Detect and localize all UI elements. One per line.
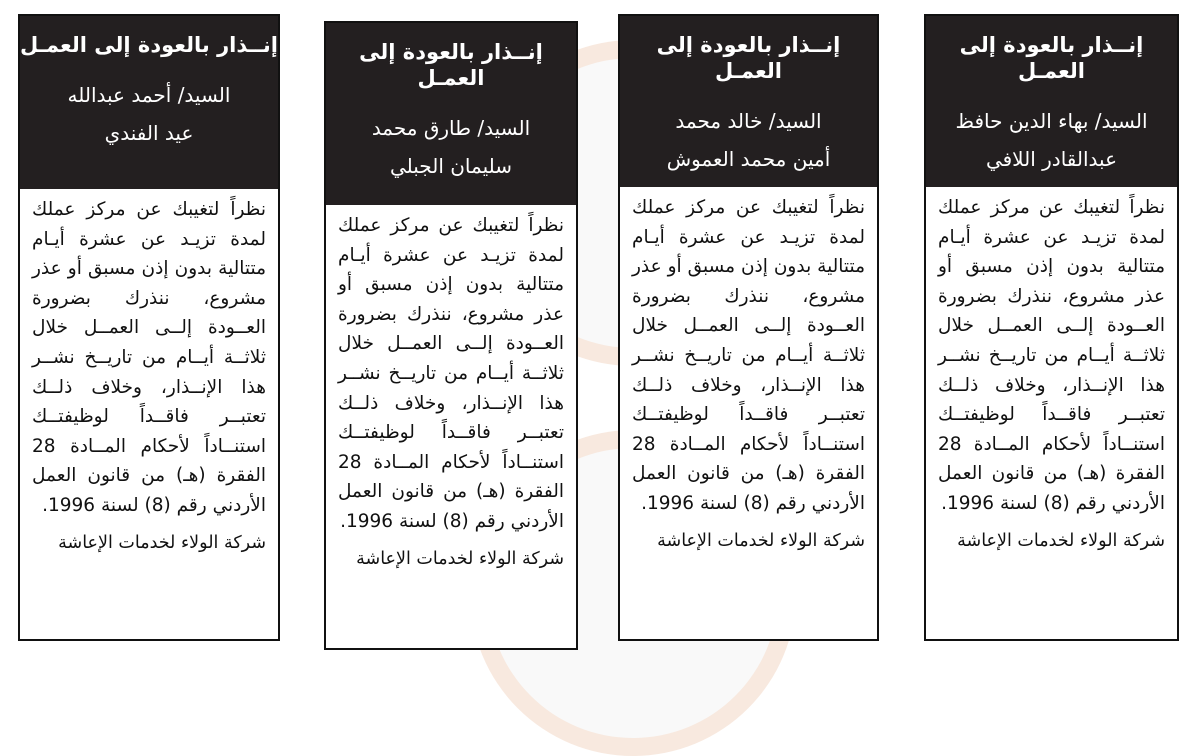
employee-name-line2: سليمان الجبلي <box>389 154 512 178</box>
employee-name-line1: السيد/ طارق محمد <box>371 116 531 140</box>
employee-name-line1: السيد/ بهاء الدين حافظ <box>955 109 1148 133</box>
notice-card <box>324 21 578 650</box>
notice-header <box>620 16 877 187</box>
employee-name-line1: السيد/ أحمد عبدالله <box>67 83 231 107</box>
employee-name <box>620 102 877 178</box>
company-signature: شركة الولاء لخدمات الإعاشة <box>58 532 266 553</box>
notice-title: إنــذار بالعودة إلى العمـل <box>20 33 278 57</box>
company-signature: شركة الولاء لخدمات الإعاشة <box>356 548 564 569</box>
employee-name-line2: عبدالقادر اللافي <box>985 147 1118 171</box>
notice-header <box>926 16 1177 187</box>
employee-name-line2: عيد الفندي <box>104 121 194 145</box>
notice-title: إنــذار بالعودة إلى العمـل <box>959 33 1144 83</box>
employee-name <box>20 76 278 152</box>
notice-card <box>18 14 280 641</box>
notice-body: نظراً لتغيبك عن مركز عملك لمدة تزيـد عن عشرة أيـام متتالية بدون إذن مسبق أو عذر مشروع، ننذرك بضرورة العــودة إلــى العمــل خلال ثلاثــة أيــام من تاريــخ نشــر هذا الإنــذار، وخلاف ذلــك تعتبــر فاقــداً لوظيفتــك استنــاداً لأحكام المــادة 28 الفقرة (هـ) من قانون العمل الأردني رقم (8) لسنة 1996. <box>632 197 865 514</box>
notice-header <box>20 16 278 189</box>
employee-name-line2: أمين محمد العموش <box>666 147 831 171</box>
employee-name <box>326 109 576 185</box>
notice-header <box>326 23 576 205</box>
notice-card <box>618 14 879 641</box>
notice-title: إنــذار بالعودة إلى العمـل <box>656 33 841 83</box>
notice-body: نظراً لتغيبك عن مركز عملك لمدة تزيـد عن عشرة أيـام متتالية بدون إذن مسبق أو عذر مشروع، ننذرك بضرورة العــودة إلــى العمــل خلال ثلاثــة أيــام من تاريــخ نشــر هذا الإنــذار، وخلاف ذلــك تعتبــر فاقــداً لوظيفتــك استنــاداً لأحكام المــادة 28 الفقرة (هـ) من قانون العمل الأردني رقم (8) لسنة 1996. <box>32 199 266 516</box>
notice-body: نظراً لتغيبك عن مركز عملك لمدة تزيـد عن عشرة أيـام متتالية بدون إذن مسبق أو عذر مشروع، ننذرك بضرورة العــودة إلــى العمــل خلال ثلاثــة أيــام من تاريــخ نشــر هذا الإنــذار، وخلاف ذلــك تعتبــر فاقــداً لوظيفتــك استنــاداً لأحكام المــادة 28 الفقرة (هـ) من قانون العمل الأردني رقم (8) لسنة 1996. <box>338 215 564 532</box>
employee-name-line1: السيد/ خالد محمد <box>675 109 822 133</box>
notice-title: إنــذار بالعودة إلى العمـل <box>359 40 543 90</box>
company-signature: شركة الولاء لخدمات الإعاشة <box>957 530 1165 551</box>
employee-name <box>926 102 1177 178</box>
notice-card <box>924 14 1179 641</box>
notice-body: نظراً لتغيبك عن مركز عملك لمدة تزيـد عن عشرة أيـام متتالية بدون إذن مسبق أو عذر مشروع، ننذرك بضرورة العــودة إلــى العمــل خلال ثلاثــة أيــام من تاريــخ نشــر هذا الإنــذار، وخلاف ذلــك تعتبــر فاقــداً لوظيفتــك استنــاداً لأحكام المــادة 28 الفقرة (هـ) من قانون العمل الأردني رقم (8) لسنة 1996. <box>938 197 1165 514</box>
company-signature: شركة الولاء لخدمات الإعاشة <box>657 530 865 551</box>
